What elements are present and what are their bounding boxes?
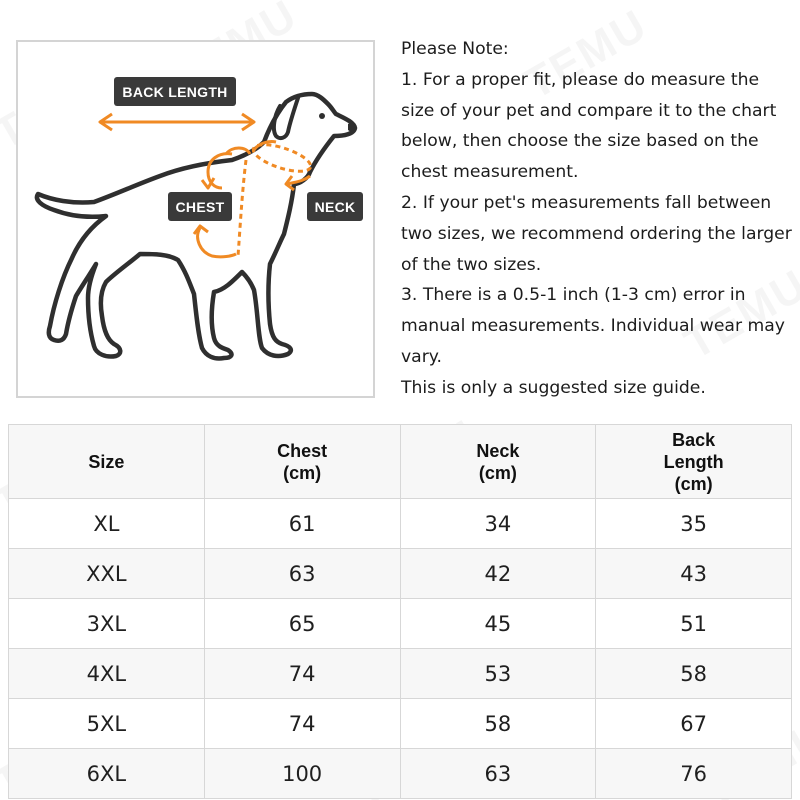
size-cell: 3XL	[9, 599, 205, 649]
chest-cell: 65	[204, 599, 400, 649]
chest-cell: 63	[204, 549, 400, 599]
size-note	[401, 34, 796, 404]
back-length-cell: 35	[596, 499, 792, 549]
size-chart-table	[8, 424, 792, 799]
note-item: 3. There is a 0.5-1 inch (1-3 cm) error in manual measurements. Individual wear may vary.	[401, 285, 785, 367]
size-cell: 5XL	[9, 699, 205, 749]
table-row	[9, 549, 792, 599]
back-length-cell: 51	[596, 599, 792, 649]
size-cell: 6XL	[9, 749, 205, 799]
note-item: 2. If your pet's measurements fall between two sizes, we recommend ordering the larger of the two sizes.	[401, 192, 792, 275]
note-item: 1. For a proper fit, please do measure the size of your pet and compare it to the chart below, then choose the size based on the chest measurement.	[401, 69, 777, 183]
size-cell: 4XL	[9, 649, 205, 699]
back-length-label: BACK LENGTH	[114, 77, 236, 106]
chest-header: Chest (cm)	[204, 425, 400, 499]
note-footer: This is only a suggested size guide.	[401, 377, 706, 398]
chest-cell: 74	[204, 649, 400, 699]
measurement-diagram	[16, 40, 375, 398]
note-heading: Please Note:	[401, 39, 509, 59]
neck-label: NECK	[307, 192, 363, 221]
table-row	[9, 499, 792, 549]
chest-cell: 61	[204, 499, 400, 549]
back-length-cell: 43	[596, 549, 792, 599]
neck-cell: 58	[400, 699, 596, 749]
table-row	[9, 599, 792, 649]
chest-cell: 100	[204, 749, 400, 799]
back-length-cell: 58	[596, 649, 792, 699]
neck-cell: 53	[400, 649, 596, 699]
chest-cell: 74	[204, 699, 400, 749]
size-header: Size	[9, 425, 205, 499]
neck-cell: 45	[400, 599, 596, 649]
table-row	[9, 699, 792, 749]
neck-cell: 63	[400, 749, 596, 799]
back-length-cell: 67	[596, 699, 792, 749]
back-length-header: Back Length (cm)	[596, 425, 792, 499]
size-cell: XL	[9, 499, 205, 549]
table-header-row	[9, 425, 792, 499]
size-cell: XXL	[9, 549, 205, 599]
neck-header: Neck (cm)	[400, 425, 596, 499]
table-row	[9, 649, 792, 699]
neck-cell: 42	[400, 549, 596, 599]
table-row	[9, 749, 792, 799]
chest-label: CHEST	[168, 192, 232, 221]
neck-cell: 34	[400, 499, 596, 549]
back-length-cell: 76	[596, 749, 792, 799]
